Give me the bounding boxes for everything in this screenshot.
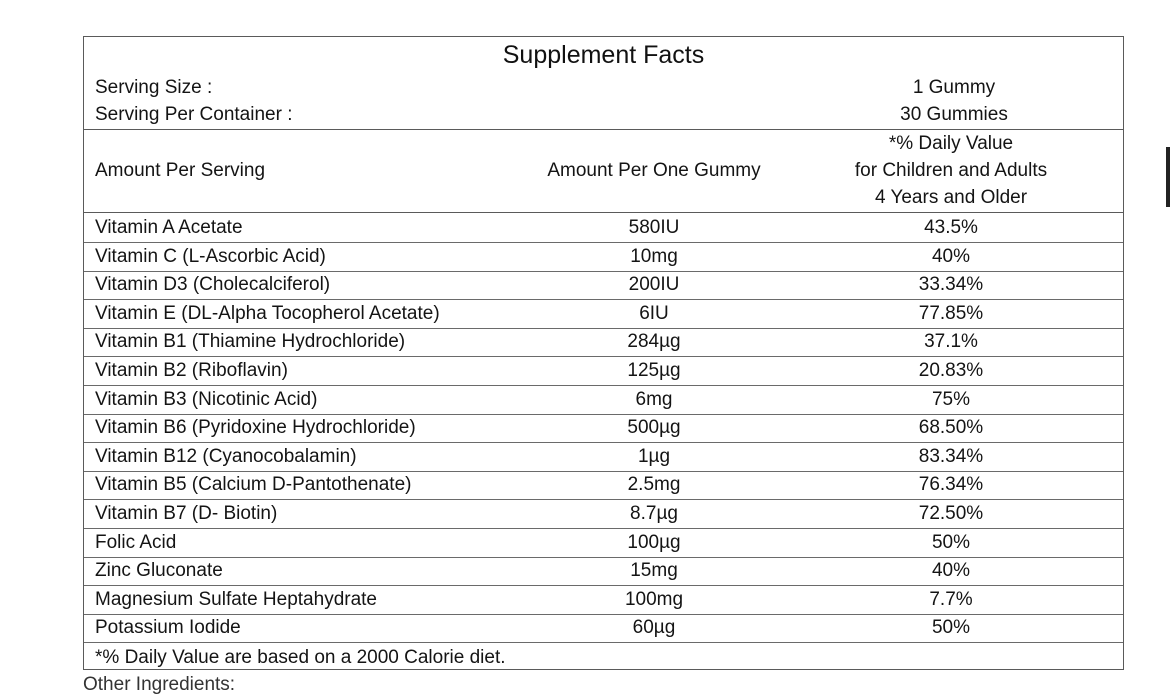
nutrient-daily-value: 83.34% [918, 445, 984, 467]
supplement-facts-panel [83, 36, 1124, 670]
edge-mark [1166, 147, 1170, 207]
nutrient-amount: 2.5mg [627, 474, 681, 496]
nutrient-amount: 15mg [630, 560, 678, 582]
nutrient-daily-value: 50% [931, 617, 971, 639]
nutrient-amount: 10mg [630, 245, 678, 267]
nutrient-name: Vitamin E (DL-Alpha Tocopherol Acetate) [95, 302, 440, 324]
nutrient-daily-value: 75% [931, 388, 971, 410]
other-ingredients-cut: Other Ingredients: [83, 674, 236, 695]
nutrient-name: Vitamin A Acetate [95, 217, 243, 238]
panel-title: Supplement Facts [502, 41, 705, 69]
nutrient-amount: 1µg [637, 445, 671, 467]
nutrient-amount: 60µg [632, 617, 676, 639]
header-daily-value-line3: 4 Years and Older [874, 187, 1028, 208]
nutrient-daily-value: 68.50% [918, 417, 984, 439]
nutrient-name: Vitamin D3 (Cholecalciferol) [95, 274, 331, 296]
table-row [84, 529, 1123, 558]
nutrient-name: Vitamin B7 (D- Biotin) [95, 503, 278, 524]
table-row [84, 214, 1123, 243]
nutrient-amount: 200IU [628, 274, 680, 296]
nutrient-name: Zinc Gluconate [95, 560, 223, 582]
nutrient-daily-value: 7.7% [929, 588, 973, 610]
table-row [84, 328, 1123, 357]
nutrient-amount: 500µg [627, 417, 681, 439]
nutrient-daily-value: 50% [931, 531, 971, 553]
nutrient-amount: 100mg [624, 588, 684, 610]
table-row [84, 386, 1123, 415]
table-row [84, 500, 1123, 529]
table-row [84, 300, 1123, 329]
nutrient-name: Vitamin B1 (Thiamine Hydrochloride) [95, 331, 406, 353]
table-top-divider [84, 212, 1123, 213]
nutrient-daily-value: 72.50% [918, 503, 984, 524]
table-row [84, 357, 1123, 386]
nutrient-daily-value: 33.34% [918, 274, 984, 296]
header-daily-value-line1: *% Daily Value [888, 133, 1014, 154]
nutrient-daily-value: 40% [931, 560, 971, 582]
table-row [84, 557, 1123, 586]
serving-size-label: Serving Size : [95, 77, 213, 98]
footnote: *% Daily Value are based on a 2000 Calorie diet. [95, 647, 506, 668]
header-amount-per-gummy: Amount Per One Gummy [547, 160, 761, 181]
header-amount-per-serving: Amount Per Serving [95, 160, 266, 181]
nutrient-daily-value: 20.83% [918, 360, 984, 381]
nutrient-amount: 100µg [627, 531, 681, 553]
nutrient-daily-value: 37.1% [924, 331, 978, 353]
serving-size-value: 1 Gummy [912, 77, 996, 98]
nutrient-name: Potassium Iodide [95, 617, 241, 639]
nutrient-amount: 6mg [635, 388, 673, 410]
nutrient-daily-value: 40% [931, 245, 971, 267]
nutrient-daily-value: 76.34% [918, 474, 984, 496]
header-divider [84, 129, 1123, 130]
nutrient-name: Magnesium Sulfate Heptahydrate [95, 588, 377, 610]
table-row [84, 414, 1123, 443]
header-daily-value-line2: for Children and Adults [854, 160, 1048, 181]
table-row [84, 243, 1123, 272]
nutrient-name: Vitamin B6 (Pyridoxine Hydrochloride) [95, 417, 416, 439]
nutrient-amount: 125µg [627, 360, 681, 381]
table-row [84, 443, 1123, 472]
nutrient-amount: 284µg [627, 331, 681, 353]
table-row [84, 271, 1123, 300]
nutrient-amount: 6IU [639, 302, 669, 324]
nutrient-amount: 8.7µg [630, 503, 678, 524]
nutrient-name: Vitamin B2 (Riboflavin) [95, 360, 288, 381]
table-row [84, 471, 1123, 500]
nutrient-name: Vitamin B12 (Cyanocobalamin) [95, 445, 357, 467]
nutrient-amount: 580IU [628, 217, 680, 238]
servings-per-container-value: 30 Gummies [900, 104, 1008, 125]
nutrient-daily-value: 43.5% [924, 217, 978, 238]
nutrient-name: Vitamin B5 (Calcium D-Pantothenate) [95, 474, 412, 496]
servings-per-container-label: Serving Per Container : [95, 104, 293, 125]
table-row [84, 614, 1123, 643]
nutrient-name: Vitamin B3 (Nicotinic Acid) [95, 388, 318, 410]
nutrient-daily-value: 77.85% [918, 302, 984, 324]
nutrient-name: Vitamin C (L-Ascorbic Acid) [95, 245, 326, 267]
table-row [84, 586, 1123, 615]
nutrient-name: Folic Acid [95, 531, 177, 553]
